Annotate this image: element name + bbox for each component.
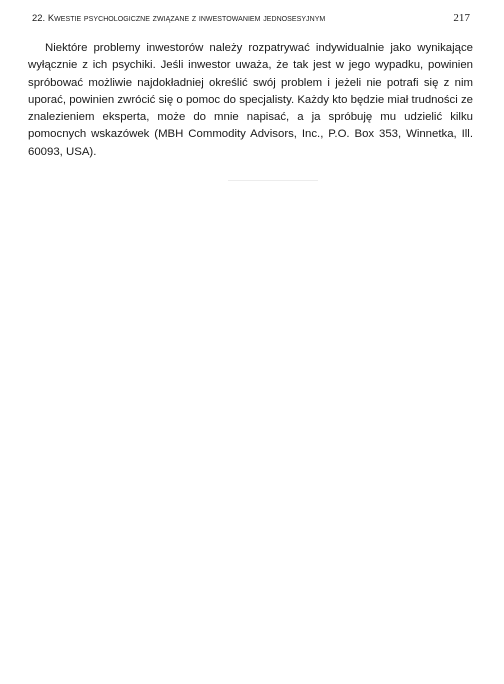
bleed-through-mark [228,180,318,181]
running-head [32,12,470,24]
page-number: 217 [453,12,470,24]
body-paragraph: Niektóre problemy inwestorów należy rozpatrywać indywidualnie jako wynikające wyłącznie z ich psychiki. Jeśli inwestor uważa, że tak jest w jego wypadku, powinien spróbować możliwie najdokładniej określić swój problem i jeżeli nie potrafi się z nim uporać, powinien zwrócić się o pomoc do specjalisty. Każdy kto będzie miał trudności ze znalezieniem eksperta, może do mnie napisać, a ja spróbuję mu udzielić kilku pomocnych wskazówek (MBH Commodity Advisors, Inc., P.O. Box 353, Winnetka, Ill. 60093, USA). [28,42,473,158]
chapter-title: 22. Kwestie psychologiczne związane z inwestowaniem jednosesyjnym [32,12,326,23]
